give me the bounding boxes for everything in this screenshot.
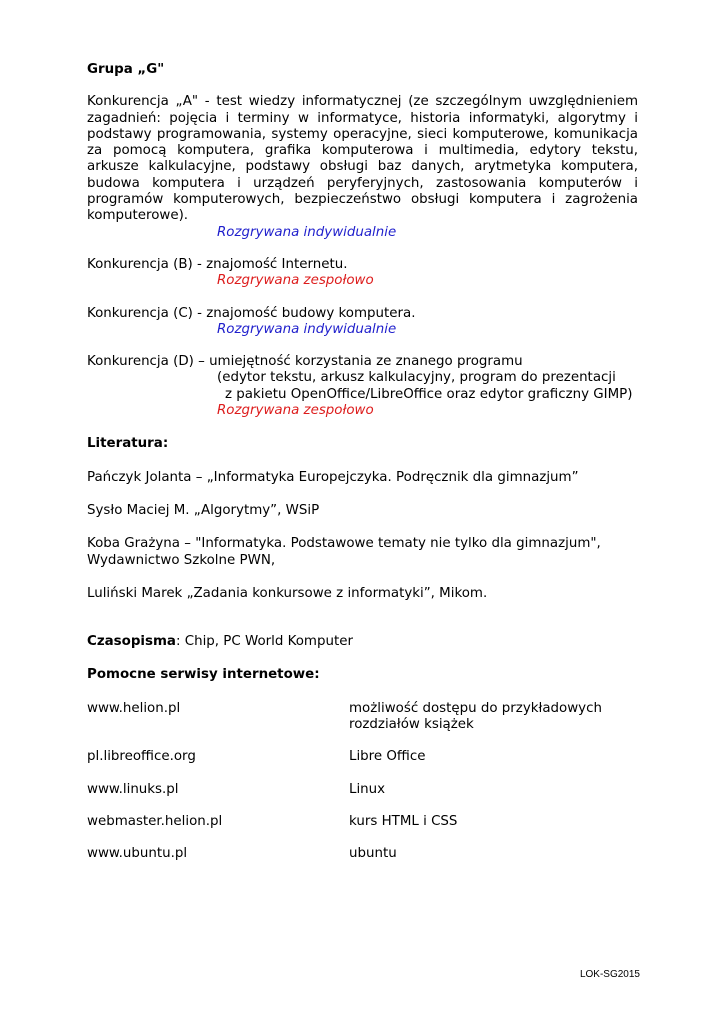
- competition-c: [87, 306, 638, 339]
- document-page: [87, 62, 638, 863]
- service-description: Linux: [349, 781, 386, 797]
- competition-c-text: Konkurencja (C) - znajomość budowy komputera.: [87, 305, 416, 321]
- service-row: [87, 846, 638, 862]
- service-row: [87, 701, 638, 734]
- service-url: www.linuks.pl: [87, 781, 179, 797]
- magazines-line: [87, 634, 638, 650]
- service-url: www.helion.pl: [87, 700, 181, 716]
- competition-a-mode: Rozgrywana indywidualnie: [217, 224, 397, 240]
- literature-item: Pańczyk Jolanta – „Informatyka Europejczyka. Podręcznik dla gimnazjum”: [87, 469, 579, 485]
- service-url: www.ubuntu.pl: [87, 846, 188, 862]
- magazines-value: : Chip, PC World Komputer: [175, 634, 353, 650]
- competition-b-mode: Rozgrywana zespołowo: [217, 273, 374, 289]
- service-row: [87, 749, 638, 765]
- service-description: kurs HTML i CSS: [349, 813, 458, 829]
- competition-d-line2: (edytor tekstu, arkusz kalkulacyjny, program do prezentacji: [217, 370, 616, 386]
- competition-c-mode: Rozgrywana indywidualnie: [217, 321, 397, 337]
- competition-a-text: Konkurencja „A" - test wiedzy informatycznej (ze szczególnym uwzględnieniem zagadnień: pojęcia i terminy w informatyce, historia informatyki, algorytmy i podstawy programowania, systemy operacyjne, sieci komputerowe, komunikacja za pomocą komputera, grafika komputerowa i multimedia, edytory tekstu, arkusze kalkulacyjne, podstawy obsługi baz danych, arytmetyka komputera, budowa komputera i urządzeń peryferyjnych, zastosowania komputerów i programów komputerowych, bezpieczeństwo obsługi komputera i zagrożenia komputerowe).: [87, 94, 638, 224]
- competition-d-text: Konkurencja (D) – umiejętność korzystania ze znanego programu: [87, 354, 523, 370]
- footer-code: LOK-SG2015: [579, 969, 640, 980]
- competition-d-line3: z pakietu OpenOffice/LibreOffice oraz edytor graficzny GIMP): [225, 386, 633, 402]
- service-description: Libre Office: [349, 749, 426, 765]
- competition-a: [87, 94, 638, 241]
- service-url: webmaster.helion.pl: [87, 813, 223, 829]
- literature-heading: Literatura:: [87, 436, 169, 452]
- competition-b-text: Konkurencja (B) - znajomość Internetu.: [87, 256, 348, 272]
- literature-item: Luliński Marek „Zadania konkursowe z informatyki”, Mikom.: [87, 585, 488, 601]
- service-description: możliwość dostępu do przykładowych rozdziałów książek: [349, 700, 602, 733]
- competition-d: [87, 354, 638, 419]
- service-row: [87, 782, 638, 798]
- service-row: [87, 814, 638, 830]
- group-title: Grupa „G": [87, 62, 165, 77]
- services-heading: Pomocne serwisy internetowe:: [87, 667, 320, 683]
- literature-item: Sysło Maciej M. „Algorytmy”, WSiP: [87, 502, 320, 518]
- competition-b: [87, 257, 638, 290]
- competition-d-mode: Rozgrywana zespołowo: [217, 403, 374, 419]
- service-description: ubuntu: [349, 846, 397, 862]
- literature-item: Koba Grażyna – "Informatyka. Podstawowe tematy nie tylko dla gimnazjum", Wydawnictwo Szkolne PWN,: [87, 536, 601, 568]
- service-url: pl.libreoffice.org: [87, 749, 196, 765]
- magazines-label: Czasopisma: [87, 634, 176, 650]
